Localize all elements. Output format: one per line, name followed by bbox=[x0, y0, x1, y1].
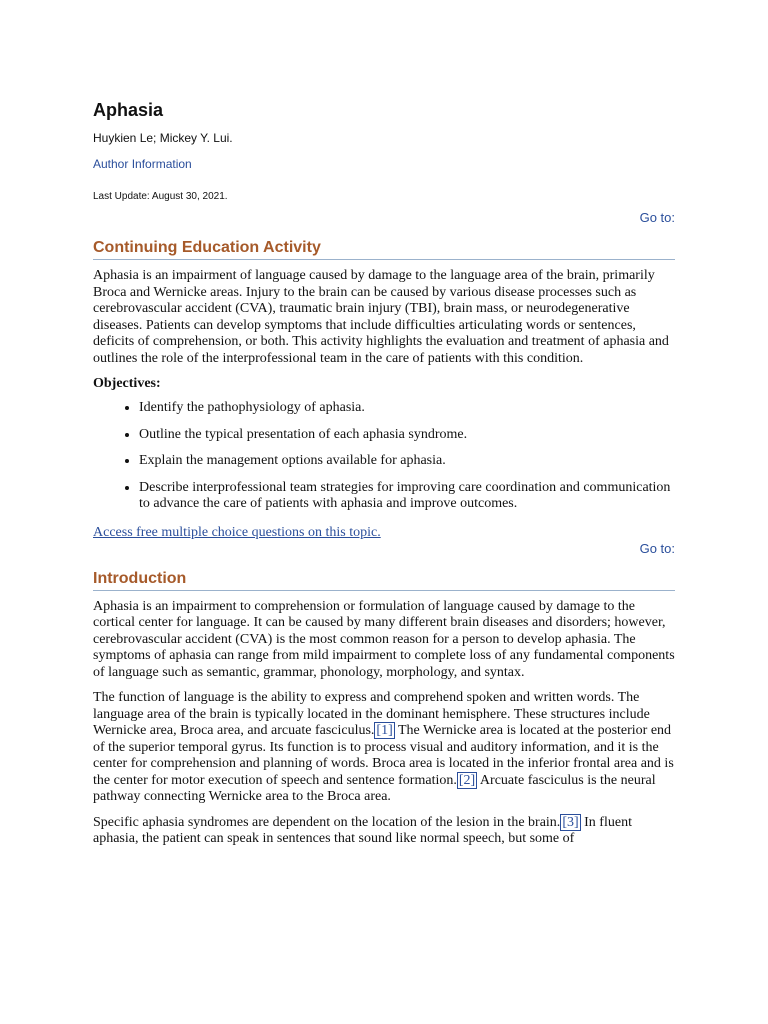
goto-row-1 bbox=[93, 210, 675, 225]
intro-paragraph-2 bbox=[93, 690, 675, 806]
intro-paragraph-1: Aphasia is an impairment to comprehension or formulation of language caused by damage to the cortical center for language. It can be caused by many different brain diseases and disorders; however, cerebrovascular accident (CVA) is the most common reason for a person to develop aphasia. The symptoms of aphasia can range from mild impairment to complete loss of any fundamental components of language such as semantic, grammar, phonology, morphology, and syntax. bbox=[93, 598, 675, 680]
objective-item: • Outline the typical presentation of each aphasia syndrome. bbox=[139, 427, 675, 444]
reference-link-2[interactable]: [2] bbox=[458, 772, 476, 788]
reference-link-1[interactable]: [1] bbox=[376, 723, 393, 738]
goto-row-2 bbox=[93, 541, 675, 556]
section-heading-introduction: Introduction bbox=[93, 570, 675, 591]
page-title: Aphasia bbox=[93, 100, 164, 120]
intro-paragraph-3 bbox=[93, 815, 675, 848]
intro-p2-text-b: The Wernicke area is located at the posterior end of the superior temporal gyrus. Its function is to process visual and auditory information, and it is the center for comprehension and planning of words. Broca area is located in the inferior frontal area and is the center for motor execution of speech and sentence formation. bbox=[93, 723, 674, 788]
goto-link-1[interactable]: Go to: bbox=[639, 210, 675, 225]
intro-p3-text-b: In fluent aphasia, the patient can speak in sentences that sound like normal speech, but some of bbox=[93, 814, 632, 846]
article bbox=[93, 100, 675, 857]
mcq-questions-link[interactable]: Access free multiple choice questions on this topic. bbox=[93, 524, 381, 540]
objective-item: • Explain the management options available for aphasia. bbox=[139, 453, 675, 470]
intro-p2-text-a: The function of language is the ability to express and comprehend spoken and written words. The language area of the brain is typically located in the dominant hemisphere. These structures include Wernicke area, Broca area, and arcuate fasciculus. bbox=[93, 690, 650, 738]
objective-item: • Describe interprofessional team strategies for improving care coordination and communication to advance the care of patients with aphasia and improve outcomes. bbox=[139, 480, 675, 513]
objectives-label: Objectives: bbox=[93, 376, 161, 391]
ce-paragraph: Aphasia is an impairment of language caused by damage to the language area of the brain, primarily Broca and Wernicke areas. Injury to the brain can be caused by various disease processes such as cerebrovascular accident (CVA), traumatic brain injury (TBI), brain mass, or neurodegenerative diseases. Patients can develop symptoms that include difficulties articulating words or sentences, deficits of comprehension, or both. This activity highlights the evaluation and treatment of aphasia and outlines the role of the interprofessional team in the care of patients with this condition. bbox=[93, 268, 669, 366]
last-update: Last Update: August 30, 2021. bbox=[93, 191, 228, 202]
reference-link-3[interactable]: [3] bbox=[562, 814, 579, 830]
intro-p3-text-a: Specific aphasia syndromes are dependent on the location of the lesion in the brain. bbox=[93, 814, 561, 830]
author-information-link[interactable]: Author Information bbox=[93, 157, 192, 171]
intro-p2-text-c: Arcuate fasciculus is the neural pathway connecting Wernicke area to the Broca area. bbox=[93, 772, 656, 804]
goto-link-2[interactable]: Go to: bbox=[639, 540, 675, 556]
objectives-list bbox=[93, 400, 675, 513]
section-heading-continuing-education: Continuing Education Activity bbox=[93, 239, 675, 260]
objective-item: • Identify the pathophysiology of aphasia. bbox=[139, 400, 675, 417]
authors-line: Huykien Le; Mickey Y. Lui. bbox=[93, 131, 233, 145]
